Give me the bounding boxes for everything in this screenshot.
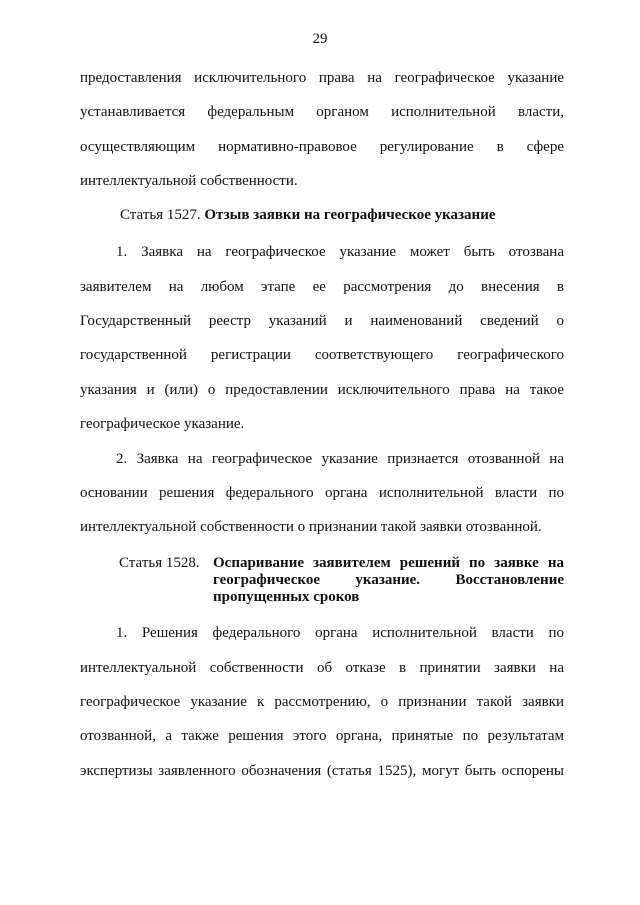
text-line: интеллектуальной собственности об отказе в принятии заявки на [80,660,564,676]
text-line: географическое указание к рассмотрению, о признании такой заявки [80,694,564,710]
text-line: 1. Заявка на географическое указание может быть отозвана [116,244,564,260]
text-line: отозванной, а также решения этого органа, принятые по результатам [80,728,564,744]
article-label: Статья 1528. [119,555,200,571]
page-number: 29 [312,31,328,47]
text-line: государственной регистрации соответствующего географического [80,347,564,363]
text-line: указания и (или) о предоставлении исключительного права на такое [80,382,564,398]
text-line: интеллектуальной собственности о признании такой заявки отозванной. [80,519,542,535]
article-title-line: пропущенных сроков [213,589,360,605]
text-line: географическое указание. [80,416,245,432]
text-line: Государственный реестр указаний и наименований сведений о [80,313,564,329]
text-line: заявителем на любом этапе ее рассмотрения до внесения в [80,279,564,295]
text-line: экспертизы заявленного обозначения (статья 1525), могут быть оспорены [80,763,564,779]
article-title-line: географическое указание. Восстановление [213,572,564,588]
text-line: 2. Заявка на географическое указание признается отозванной на [116,451,564,467]
article-heading [120,207,496,224]
article-title: Отзыв заявки на географическое указание [204,207,496,223]
text-line: осуществляющим нормативно-правовое регулирование в сфере [80,139,564,155]
text-line: устанавливается федеральным органом исполнительной власти, [80,104,564,120]
article-label: Статья 1527. [120,207,201,223]
text-line: основании решения федерального органа исполнительной власти по [80,485,564,501]
article-title-line: Оспаривание заявителем решений по заявке на [213,555,564,571]
text-line: интеллектуальной собственности. [80,173,298,189]
text-line: предоставления исключительного права на географическое указание [80,70,564,86]
text-line: 1. Решения федерального органа исполнительной власти по [116,625,564,641]
